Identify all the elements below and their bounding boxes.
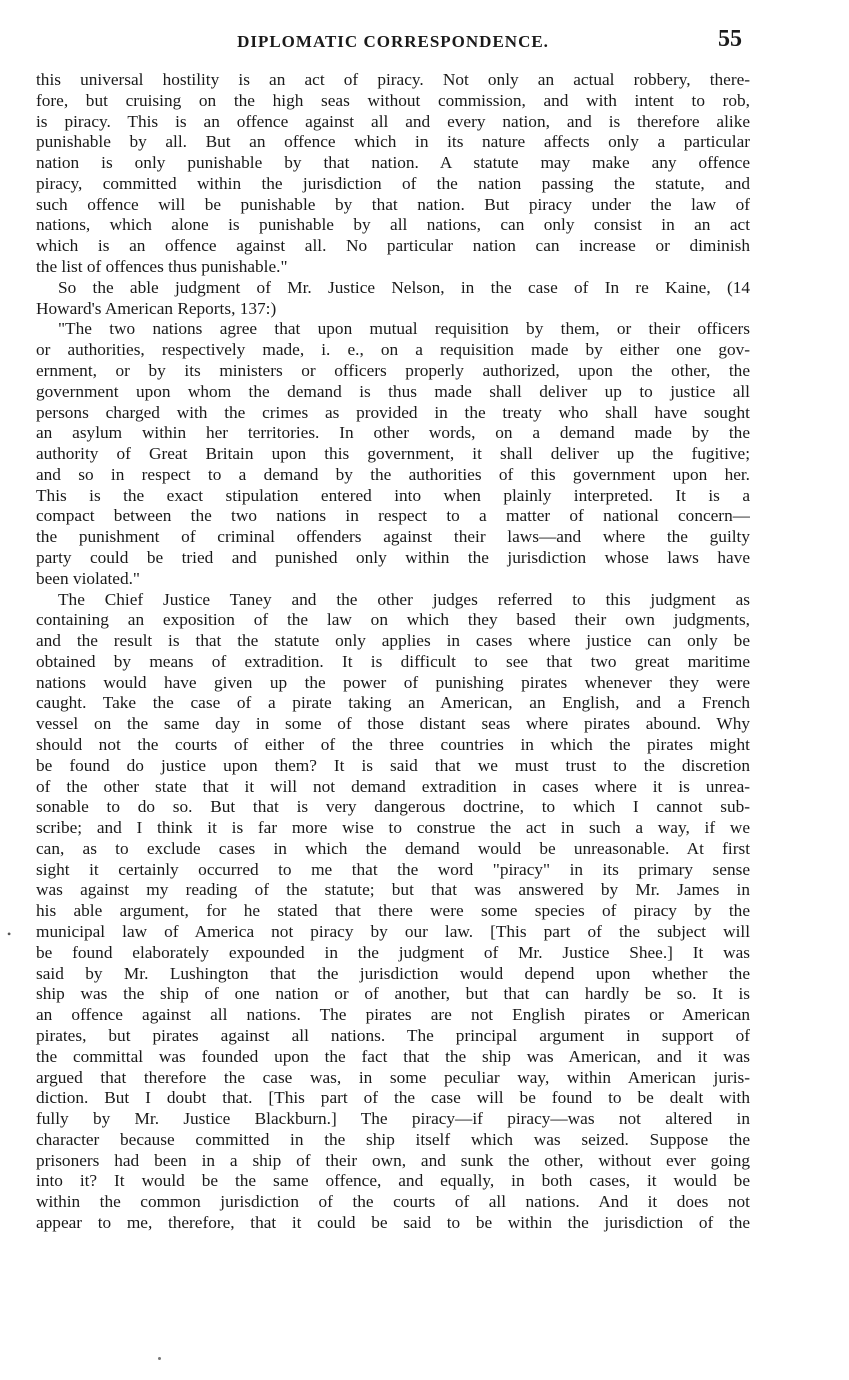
text-line: said by Mr. Lushington that the jurisdiction would depend upon whether the [36,963,750,983]
text-line: and so in respect to a demand by the authorities of this government upon her. [36,464,750,484]
text-line: vessel on the same day in some of those distant seas where pirates abound. Why [36,714,750,734]
text-line: nation is only punishable by that nation. A statute may make any offence [36,153,750,173]
text-line: So the able judgment of Mr. Justice Nelson, in the case of In re Kaine, (14 [58,277,750,297]
body-text [36,70,750,1234]
text-line: party could be tried and punished only within the jurisdiction whose laws have [36,547,750,567]
text-line: an offence against all nations. The pirates are not English pirates or American [36,1005,750,1025]
page-number: 55 [718,26,742,52]
text-line: containing an exposition of the law on which they based their own judgments, [36,610,750,630]
text-line: ship was the ship of one nation or of another, but that can hardly be so. It is [36,984,750,1004]
running-title: DIPLOMATIC CORRESPONDENCE. [237,32,549,51]
text-line: be found elaborately expounded in the judgment of Mr. Justice Shee.] It was [36,942,750,962]
text-line: fully by Mr. Justice Blackburn.] The piracy—if piracy—was not altered in [36,1109,750,1129]
text-line: been violated." [36,568,140,588]
text-line: can, as to exclude cases in which the demand would be unreasonable. At first [36,838,750,858]
text-line: into it? It would be the same offence, and equally, in both cases, it would be [36,1171,750,1191]
text-line: should not the courts of either of the three countries in which the pirates might [36,735,750,754]
text-line: fore, but cruising on the high seas without commission, and with intent to rob, [36,90,750,110]
page [36,26,750,1234]
text-line: argued that therefore the case was, in some peculiar way, within American juris- [36,1067,750,1087]
text-line: nations, which alone is punishable by all nations, can only consist in an act [36,215,750,235]
text-line: nations would have given up the power of punishing pirates whenever they were [36,672,750,692]
ink-dot [158,1357,161,1360]
text-line: this universal hostility is an act of piracy. Not only an actual robbery, there- [36,70,750,89]
text-line: was against my reading of the statute; but that was answered by Mr. James in [36,880,750,900]
text-line: or authorities, respectively made, i. e., on a requisition made by either one gov- [36,340,750,360]
text-line: be found do justice upon them? It is said that we must trust to the discretion [36,755,750,775]
text-line: government upon whom the demand is thus made shall deliver up to justice all [36,381,750,401]
text-line: appear to me, therefore, that it could be said to be within the jurisdiction of the [36,1212,750,1232]
text-line: pirates, but pirates against all nations. The principal argument in support of [36,1025,750,1045]
text-line: authority of Great Britain upon this government, it shall deliver up the fugitive; [36,444,750,464]
text-line: ernment, or by its ministers or officers properly authorized, upon the other, the [36,360,750,380]
text-line: caught. Take the case of a pirate taking an American, an English, and a French [36,693,750,713]
text-line: This is the exact stipulation entered into when plainly interpreted. It is a [36,485,750,505]
text-line: which is an offence against all. No particular nation can increase or diminish [36,236,750,256]
text-line: sonable to do so. But that is very dangerous doctrine, to which I cannot sub- [36,797,750,817]
text-line: piracy, committed within the jurisdiction of the nation passing the statute, and [36,173,750,193]
text-line: persons charged with the crimes as provided in the treaty who shall have sought [36,402,750,422]
text-line: his able argument, for he stated that there were some species of piracy by the [36,901,750,921]
text-line: compact between the two nations in respect to a matter of national concern— [36,506,750,526]
text-line: character because committed in the ship itself which was seized. Suppose the [36,1129,750,1149]
text-line: municipal law of America not piracy by our law. [This part of the subject will [36,922,750,942]
text-line: is piracy. This is an offence against all and every nation, and is therefore alike [36,111,750,131]
text-line: the list of offences thus punishable." [36,257,288,277]
running-head [36,26,750,58]
text-line: The Chief Justice Taney and the other judges referred to this judgment as [58,589,750,609]
text-line: obtained by means of extradition. It is difficult to see that two great maritime [36,651,750,671]
text-line: Howard's American Reports, 137:) [36,298,277,318]
text-line: the committal was founded upon the fact that the ship was American, and it was [36,1046,750,1066]
text-line: of the other state that it will not demand extradition in cases where it is unrea- [36,776,750,796]
margin-speck: • [7,927,12,941]
text-line: such offence will be punishable by that nation. But piracy under the law of [36,194,750,214]
text-line: diction. But I doubt that. [This part of the case will be found to be dealt with [36,1088,750,1108]
text-line: "The two nations agree that upon mutual requisition by them, or their officers [58,319,750,339]
text-line: the punishment of criminal offenders against their laws—and where the guilty [36,527,750,547]
text-line: and the result is that the statute only applies in cases where justice can only be [36,631,750,651]
text-line: an asylum within her territories. In other words, on a demand made by the [36,423,750,443]
text-line: sight it certainly occurred to me that the word "piracy" in its primary sense [36,859,750,879]
text-line: punishable by all. But an offence which in its nature affects only a particular [36,132,750,152]
text-line: within the common jurisdiction of the courts of all nations. And it does not [36,1192,750,1212]
text-line: prisoners had been in a ship of their own, and sunk the other, without ever going [36,1150,750,1170]
text-line: scribe; and I think it is far more wise to construe the act in such a way, if we [36,818,750,838]
